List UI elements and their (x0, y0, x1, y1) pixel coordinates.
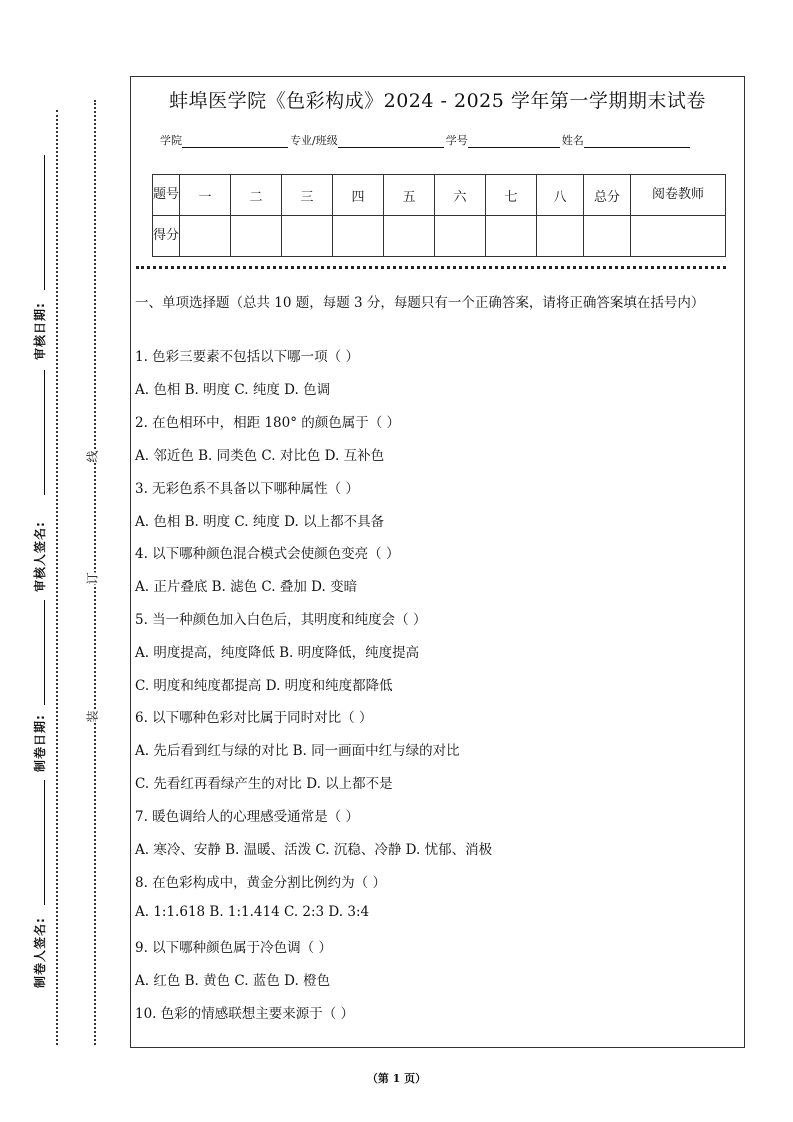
question-line: A. 红色 B. 黄色 C. 蓝色 D. 橙色 (135, 973, 331, 989)
question-line: 6. 以下哪种色彩对比属于同时对比（ ） (135, 710, 373, 726)
question-number-header: 题号 (153, 175, 180, 216)
question-line: 8. 在色彩构成中，黄金分割比例约为（ ） (135, 875, 386, 891)
binding-mark-line: 线 (85, 450, 100, 463)
score-cell[interactable] (631, 216, 726, 257)
student-id-label: 学号 (445, 134, 468, 147)
score-table-header-row (153, 175, 726, 216)
student-info-row (160, 132, 692, 148)
maker-sign-label: 制卷人签名: (33, 917, 47, 988)
col-2: 二 (231, 175, 282, 216)
review-date-label: 审核日期: (33, 302, 47, 360)
reviewer-sign-line (44, 370, 45, 495)
score-table (152, 174, 726, 257)
col-grader: 阅卷教师 (631, 175, 726, 216)
score-cell[interactable] (537, 216, 584, 257)
section-divider (136, 266, 726, 269)
question-line: 2. 在色相环中，相距 180° 的颜色属于（ ） (135, 415, 401, 431)
question-line: A. 邻近色 B. 同类色 C. 对比色 D. 互补色 (135, 448, 385, 464)
major-class-field[interactable] (338, 135, 444, 148)
name-field[interactable] (584, 135, 690, 148)
score-cell[interactable] (435, 216, 486, 257)
score-cell[interactable] (180, 216, 231, 257)
binding-mark-ding: 订 (85, 572, 100, 585)
question-line: 9. 以下哪种颜色属于冷色调（ ） (135, 940, 332, 956)
col-3: 三 (282, 175, 333, 216)
exam-title: 蚌埠医学院《色彩构成》2024 - 2025 学年第一学期期末试卷 (169, 90, 706, 112)
college-label: 学院 (160, 134, 182, 147)
question-line: 5. 当一种颜色加入白色后，其明度和纯度会（ ） (135, 612, 427, 628)
question-line: A. 色相 B. 明度 C. 纯度 D. 以上都不具备 (135, 514, 385, 530)
binding-dotted-line-outer (56, 110, 58, 1045)
student-id-field[interactable] (468, 135, 560, 148)
section-heading: 一、单项选择题（总共 10 题，每题 3 分，每题只有一个正确答案，请将正确答案填在括号内） (135, 295, 705, 311)
col-5: 五 (384, 175, 435, 216)
score-cell[interactable] (384, 216, 435, 257)
name-label: 姓名 (561, 134, 584, 147)
make-date-label: 制卷日期: (33, 714, 47, 772)
col-6: 六 (435, 175, 486, 216)
score-cell[interactable] (584, 216, 631, 257)
col-4: 四 (333, 175, 384, 216)
score-cell[interactable] (231, 216, 282, 257)
binding-mark-zhuang: 装 (85, 710, 100, 723)
question-line: C. 明度和纯度都提高 D. 明度和纯度都降低 (135, 678, 393, 694)
question-line: C. 先看红再看绿产生的对比 D. 以上都不是 (135, 776, 393, 792)
question-line: A. 1:1.618 B. 1:1.414 C. 2:3 D. 3:4 (135, 904, 370, 920)
col-total: 总分 (584, 175, 631, 216)
question-line: 1. 色彩三要素不包括以下哪一项（ ） (135, 349, 359, 365)
question-line: A. 先后看到红与绿的对比 B. 同一画面中红与绿的对比 (135, 743, 460, 759)
major-class-label: 专业/班级 (290, 134, 338, 147)
question-line: 10. 色彩的情感联想主要来源于（ ） (135, 1006, 355, 1022)
score-header: 得分 (153, 216, 180, 257)
question-line: A. 正片叠底 B. 滤色 C. 叠加 D. 变暗 (135, 579, 358, 595)
question-line: A. 色相 B. 明度 C. 纯度 D. 色调 (135, 382, 331, 398)
page-number: （第 1 页） (366, 1072, 427, 1085)
score-cell[interactable] (486, 216, 537, 257)
review-date-line (44, 155, 45, 290)
maker-sign-line (44, 780, 45, 905)
question-line: 4. 以下哪种颜色混合模式会使颜色变亮（ ） (135, 546, 400, 562)
question-line: A. 寒冷、安静 B. 温暖、活泼 C. 沉稳、冷静 D. 忧郁、消极 (135, 842, 493, 858)
question-line: A. 明度提高，纯度降低 B. 明度降低，纯度提高 (135, 645, 420, 661)
question-line: 3. 无彩色系不具备以下哪种属性（ ） (135, 481, 359, 497)
score-cell[interactable] (333, 216, 384, 257)
score-table-score-row (153, 216, 726, 257)
score-cell[interactable] (282, 216, 333, 257)
make-date-line (44, 600, 45, 705)
college-field[interactable] (182, 135, 288, 148)
question-line: 7. 暖色调给人的心理感受通常是（ ） (135, 809, 359, 825)
col-8: 八 (537, 175, 584, 216)
reviewer-sign-label: 审核人签名: (33, 521, 47, 592)
col-7: 七 (486, 175, 537, 216)
col-1: 一 (180, 175, 231, 216)
